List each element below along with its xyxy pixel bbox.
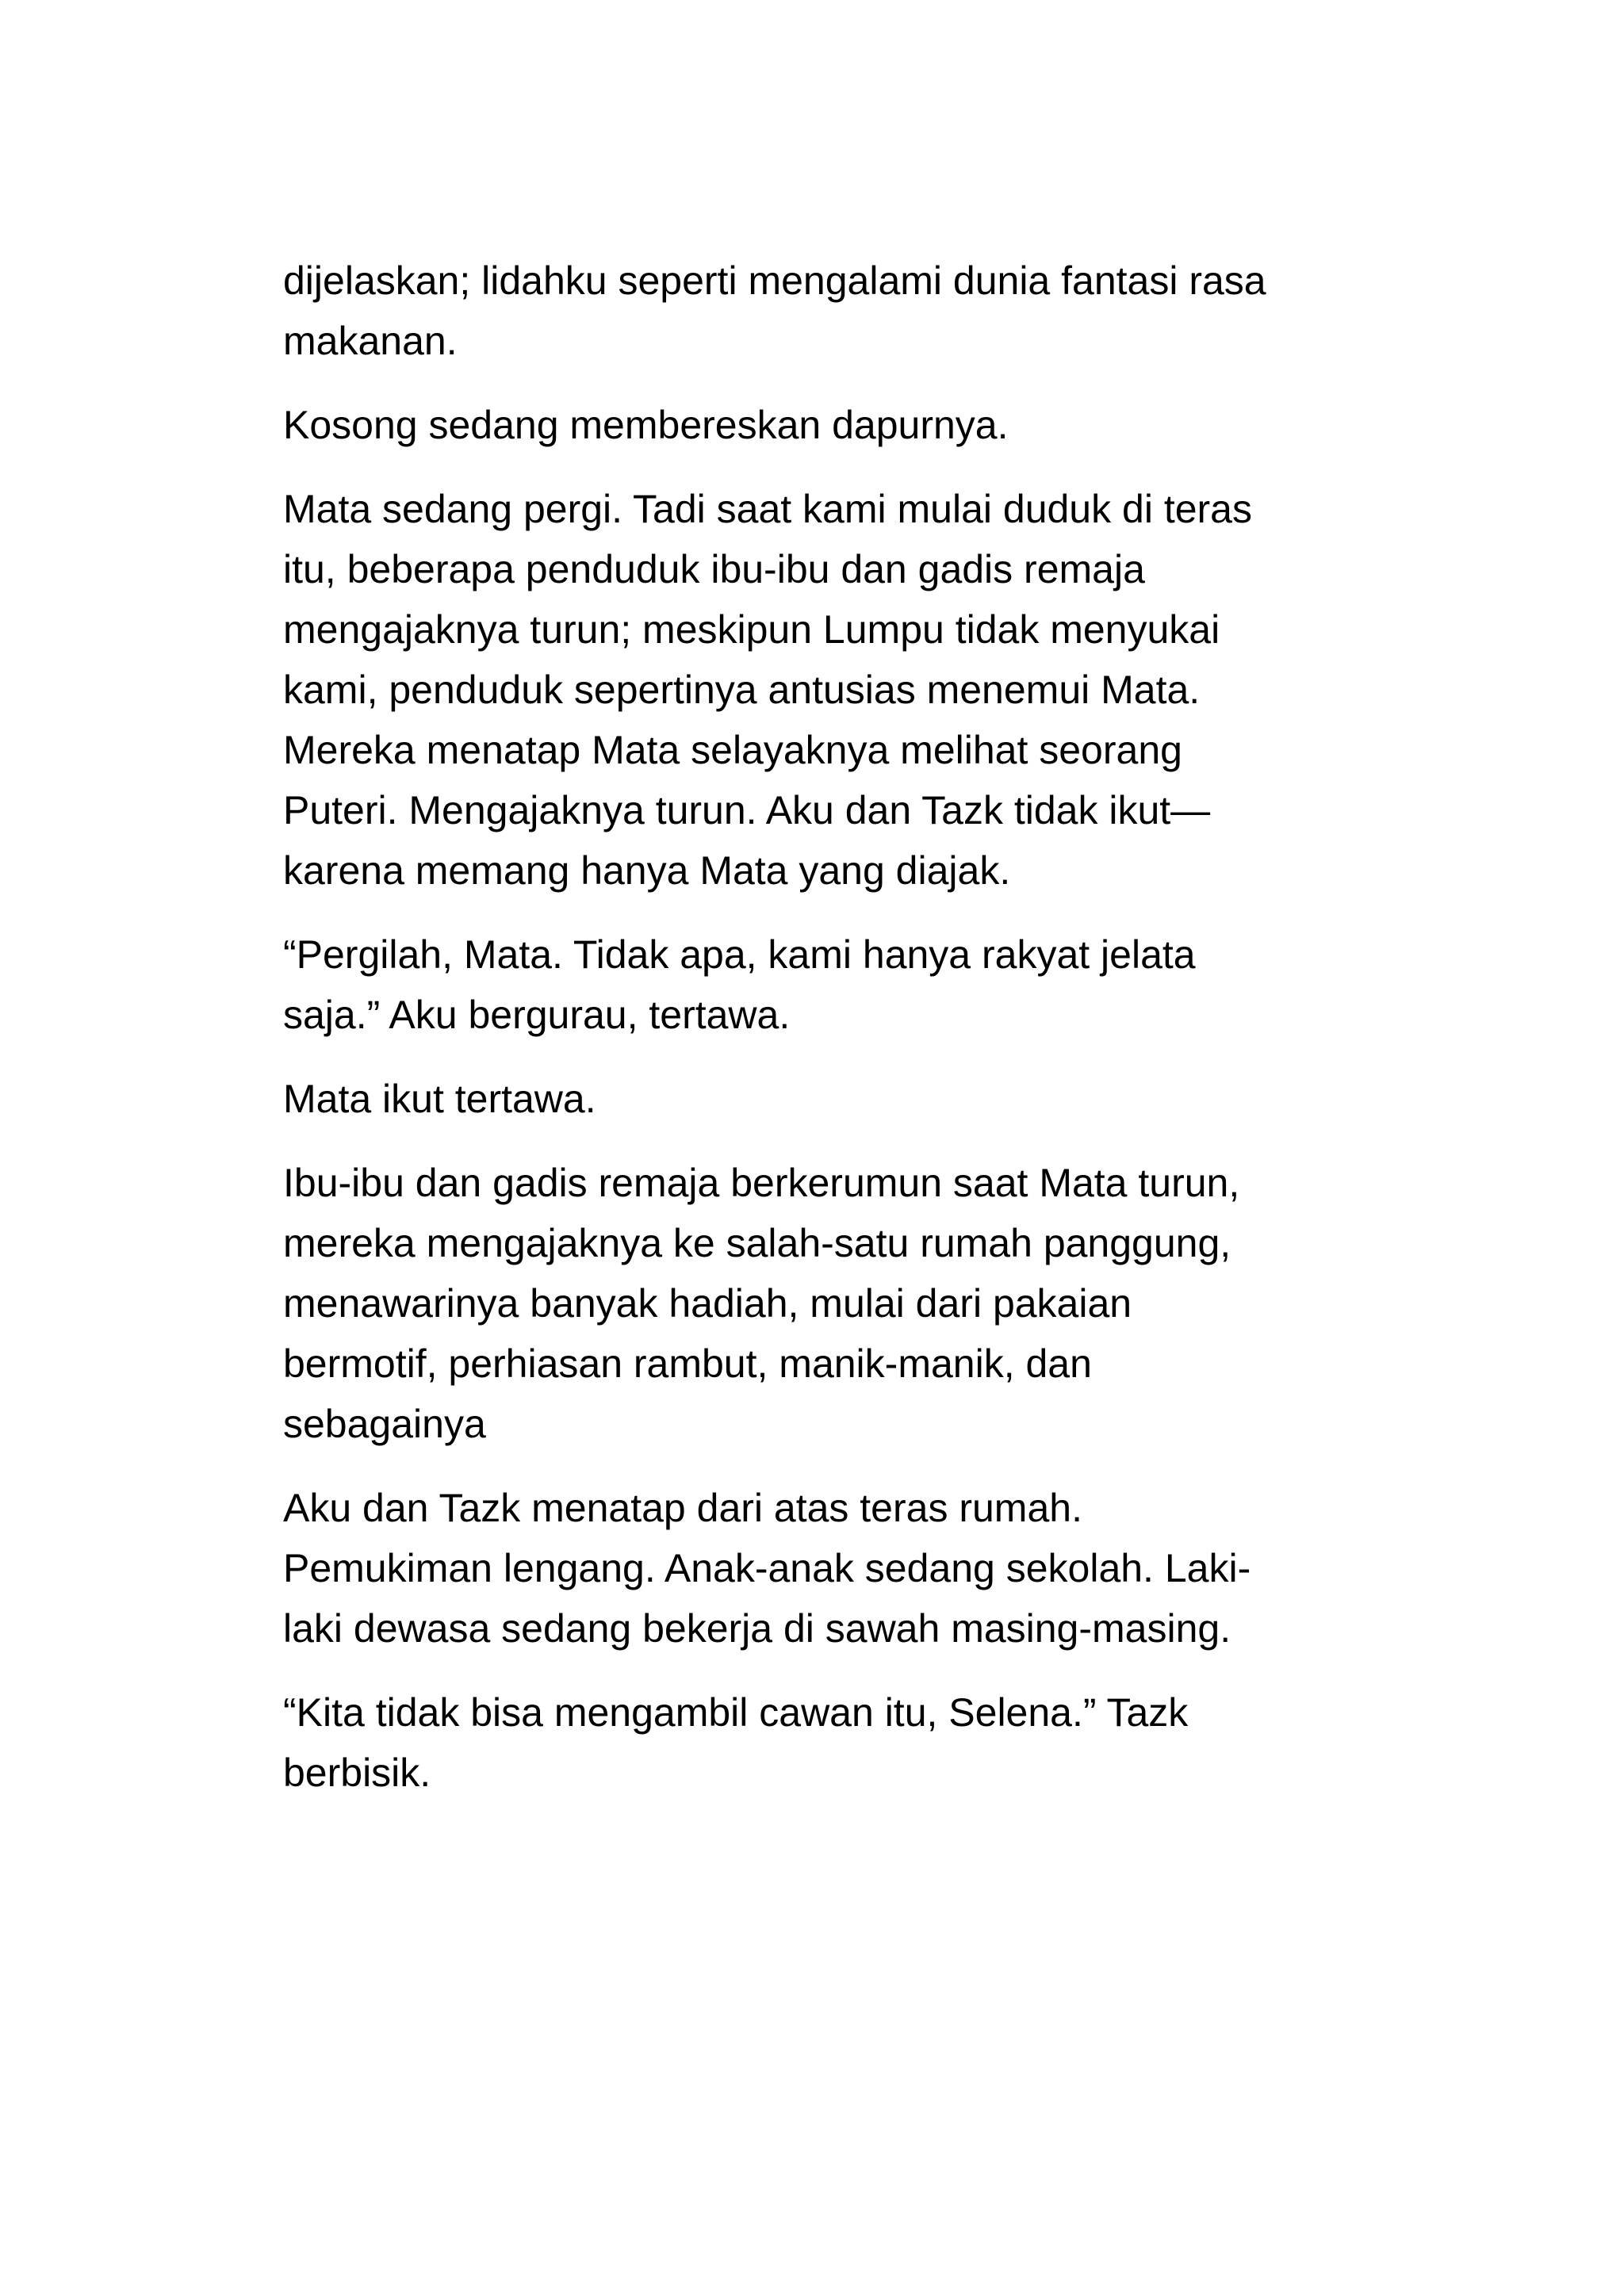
text-line: Puteri. Mengajaknya turun. Aku dan Tazk tidak ikut—: [283, 788, 1211, 832]
text-line: makanan.: [283, 319, 458, 363]
text-line: mengajaknya turun; meskipun Lumpu tidak menyukai: [283, 607, 1220, 652]
paragraph: [283, 1478, 1346, 1659]
text-line: saja.” Aku bergurau, tertawa.: [283, 993, 791, 1037]
text-line: dijelaskan; lidahku seperti mengalami dunia fantasi rasa: [283, 258, 1266, 303]
paragraph: [283, 251, 1346, 371]
text-line: Mata sedang pergi. Tadi saat kami mulai duduk di teras: [283, 487, 1252, 531]
text-line: kami, penduduk sepertinya antusias menemui Mata.: [283, 668, 1201, 712]
body-text: [283, 251, 1346, 1827]
text-line: laki dewasa sedang bekerja di sawah masing-masing.: [283, 1606, 1231, 1651]
text-line: menawarinya banyak hadiah, mulai dari pakaian: [283, 1281, 1132, 1326]
text-line: karena memang hanya Mata yang diajak.: [283, 848, 1011, 893]
paragraph: [283, 1069, 1346, 1129]
text-line: Aku dan Tazk menatap dari atas teras rumah.: [283, 1486, 1082, 1530]
text-line: Mereka menatap Mata selayaknya melihat seorang: [283, 728, 1182, 772]
paragraph: [283, 1682, 1346, 1803]
text-line: Pemukiman lengang. Anak-anak sedang sekolah. Laki-: [283, 1546, 1251, 1590]
text-line: berbisik.: [283, 1751, 431, 1795]
text-line: “Pergilah, Mata. Tidak apa, kami hanya rakyat jelata: [283, 932, 1196, 977]
text-line: itu, beberapa penduduk ibu-ibu dan gadis remaja: [283, 547, 1145, 591]
text-line: Ibu-ibu dan gadis remaja berkerumun saat Mata turun,: [283, 1161, 1240, 1205]
text-line: bermotif, perhiasan rambut, manik-manik, dan: [283, 1341, 1092, 1386]
text-line: Mata ikut tertawa.: [283, 1077, 596, 1121]
paragraph: [283, 395, 1346, 455]
text-line: “Kita tidak bisa mengambil cawan itu, Selena.” Tazk: [283, 1690, 1189, 1735]
paragraph: [283, 479, 1346, 901]
text-line: mereka mengajaknya ke salah-satu rumah panggung,: [283, 1221, 1231, 1265]
paragraph: [283, 924, 1346, 1045]
text-line: sebagainya: [283, 1402, 486, 1446]
text-line: Kosong sedang membereskan dapurnya.: [283, 403, 1009, 447]
paragraph: [283, 1153, 1346, 1454]
